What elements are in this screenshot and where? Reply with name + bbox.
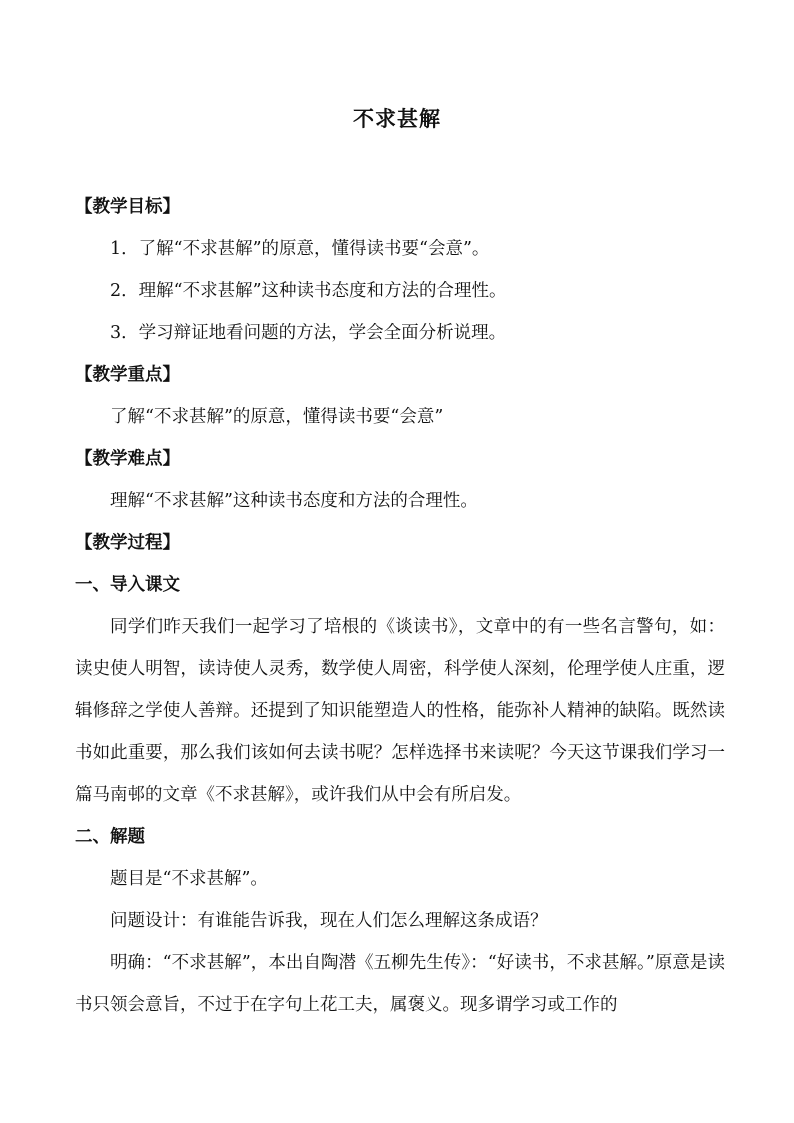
process-heading: 【教学过程】 bbox=[75, 533, 180, 553]
key-points-heading: 【教学重点】 bbox=[75, 365, 180, 385]
objective-item: 1．了解“不求甚解”的原意，懂得读书要“会意”。 bbox=[110, 239, 490, 259]
part2-heading: 二、解题 bbox=[75, 827, 145, 847]
objective-item: 3．学习辩证地看问题的方法，学会全面分析说理。 bbox=[110, 323, 507, 343]
part2-question: 问题设计：有谁能告诉我，现在人们怎么理解这条成语？ bbox=[110, 911, 548, 931]
key-points-text: 了解“不求甚解”的原意，懂得读书要“会意” bbox=[110, 407, 444, 427]
difficult-points-text: 理解“不求甚解”这种读书态度和方法的合理性。 bbox=[110, 491, 478, 511]
objectives-heading: 【教学目标】 bbox=[75, 197, 180, 217]
part2-line: 题目是“不求甚解”。 bbox=[110, 869, 268, 889]
part1-heading: 一、导入课文 bbox=[75, 575, 180, 595]
difficult-points-heading: 【教学难点】 bbox=[75, 449, 180, 469]
objective-item: 2．理解“不求甚解”这种读书态度和方法的合理性。 bbox=[110, 281, 507, 301]
part2-paragraph: 明确：“不求甚解”，本出自陶潜《五柳先生传》：“好读书，不求甚解。”原意是读书只领会意旨，不过于在字句上花工夫，属褒义。现多谓学习或工作的 bbox=[75, 953, 725, 1015]
document-body bbox=[75, 186, 725, 1026]
part1-paragraph: 同学们昨天我们一起学习了培根的《谈读书》，文章中的有一些名言警句，如：读史使人明智，读诗使人灵秀，数学使人周密，科学使人深刻，伦理学使人庄重，逻辑修辞之学使人善辩。还提到了知识能塑造人的性格，能弥补人精神的缺陷。既然读书如此重要，那么我们该如何去读书呢？怎样选择书来读呢？今天这节课我们学习一篇马南邨的文章《不求甚解》，或许我们从中会有所启发。 bbox=[75, 617, 725, 805]
document-title: 不求甚解 bbox=[353, 106, 441, 131]
